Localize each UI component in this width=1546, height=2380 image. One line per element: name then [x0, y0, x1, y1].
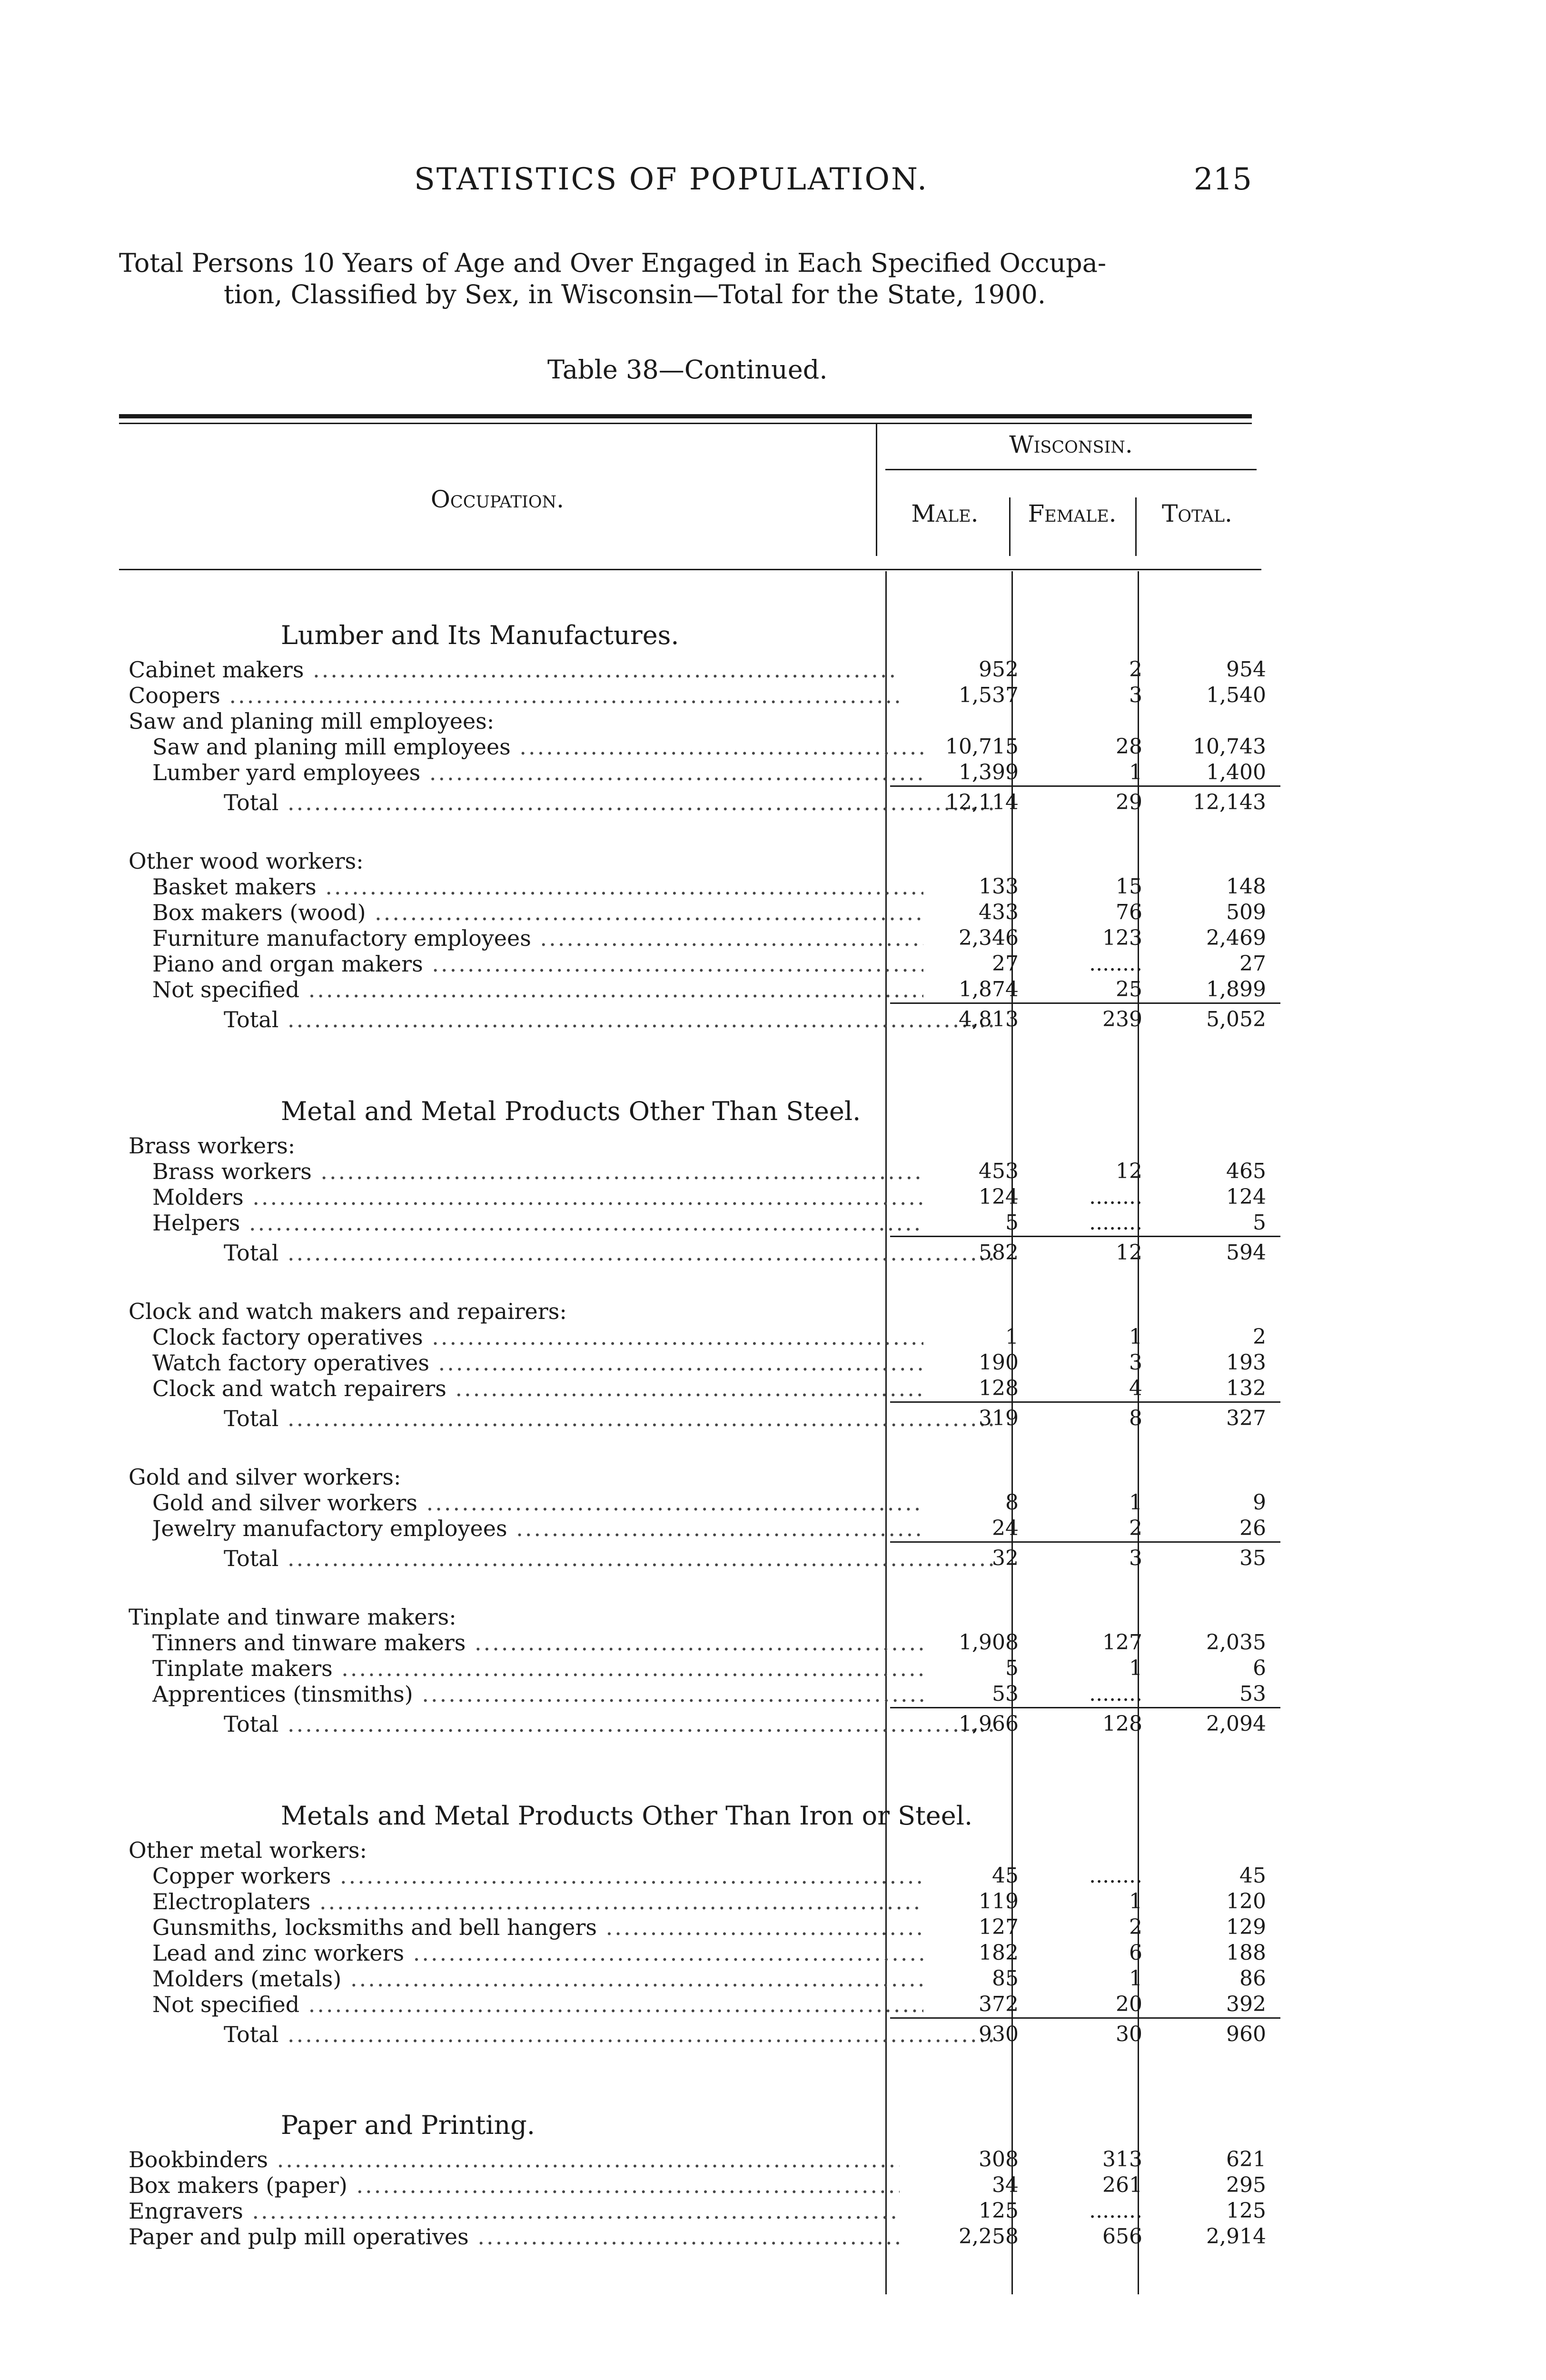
- cell-male: 182: [979, 1941, 1019, 1965]
- table-row: [119, 1350, 1271, 1376]
- column-header-female: Female.: [1028, 500, 1117, 527]
- cell-male: 4,813: [959, 1007, 1019, 1031]
- table-row: [119, 683, 1271, 708]
- row-label: Apprentices (tinsmiths) .....: [152, 1681, 923, 1707]
- cell-total: 960: [1226, 2022, 1266, 2046]
- section-title: Lumber and Its Manufactures.: [281, 620, 679, 650]
- cell-male: 128: [979, 1376, 1019, 1400]
- cell-female: 123: [1102, 926, 1142, 950]
- cell-male: 453: [979, 1159, 1019, 1183]
- cell-total: 594: [1226, 1240, 1266, 1265]
- row-label: Basket makers .....: [152, 874, 923, 900]
- section-lumber: [119, 614, 1271, 1037]
- cell-male: 2,258: [959, 2224, 1019, 2249]
- cell-male: 433: [979, 900, 1019, 924]
- table-row: [119, 2172, 1271, 2198]
- cell-total: 2,469: [1206, 926, 1266, 950]
- row-label: Box makers (paper) .....: [129, 2172, 900, 2198]
- cell-female: ........: [1089, 1682, 1142, 1706]
- table-row: [119, 1681, 1271, 1707]
- table-row: [119, 1889, 1271, 1914]
- cell-total: 465: [1226, 1159, 1266, 1183]
- cell-female: 656: [1102, 2224, 1142, 2249]
- page-number: 215: [1193, 162, 1252, 197]
- table-row: [119, 1966, 1271, 1992]
- row-label: Lumber yard employees .....: [152, 760, 923, 785]
- column-header-male: Male.: [911, 500, 979, 527]
- row-label: Helpers .....: [152, 1210, 923, 1236]
- cell-male: 125: [979, 2199, 1019, 2223]
- cell-female: 1: [1129, 1656, 1142, 1680]
- row-group-label: Other wood workers:: [129, 848, 364, 874]
- cell-total: 2,035: [1206, 1630, 1266, 1655]
- column-header-occupation: Occupation.: [430, 486, 565, 513]
- cell-total: 129: [1226, 1915, 1266, 1939]
- cell-total: 86: [1239, 1966, 1266, 1991]
- cell-total: 53: [1239, 1682, 1266, 1706]
- cell-total: 954: [1226, 657, 1266, 682]
- row-label: Not specified .....: [152, 977, 923, 1002]
- cell-female: 127: [1102, 1630, 1142, 1655]
- cell-total: 2,094: [1206, 1712, 1266, 1736]
- cell-male: 127: [979, 1915, 1019, 1939]
- cell-female: 128: [1102, 1712, 1142, 1736]
- section-metal-other-than-steel: [119, 1090, 1271, 1741]
- cell-female: 20: [1116, 1992, 1142, 2016]
- row-label: Coopers .....: [129, 683, 900, 708]
- cell-total: 132: [1226, 1376, 1266, 1400]
- cell-total: 1,540: [1206, 683, 1266, 707]
- row-label: Tinners and tinware makers .....: [152, 1630, 923, 1656]
- cell-total: 295: [1226, 2173, 1266, 2197]
- row-label: Molders (metals) .....: [152, 1966, 923, 1992]
- cell-total: 124: [1226, 1185, 1266, 1209]
- cell-male: 32: [992, 1546, 1019, 1570]
- cell-female: ........: [1089, 1210, 1142, 1235]
- cell-total: 392: [1226, 1992, 1266, 2016]
- row-label: Jewelry manufactory employees .....: [152, 1516, 923, 1541]
- table-row: [119, 1133, 1271, 1159]
- cell-male: 930: [979, 2022, 1019, 2046]
- row-label: Piano and organ makers .....: [152, 951, 923, 977]
- row-group-label: Gold and silver workers:: [129, 1464, 401, 1490]
- cell-male: 372: [979, 1992, 1019, 2016]
- cell-female: 261: [1102, 2173, 1142, 2197]
- table-row: [119, 657, 1271, 683]
- cell-total: 1,400: [1206, 760, 1266, 784]
- cell-male: 190: [979, 1350, 1019, 1375]
- cell-total: 509: [1226, 900, 1266, 924]
- cell-female: ........: [1089, 2199, 1142, 2223]
- table-row: [119, 1184, 1271, 1210]
- row-label: Clock and watch repairers .....: [152, 1376, 923, 1401]
- cell-total: 5: [1253, 1210, 1266, 1235]
- cell-male: 24: [992, 1516, 1019, 1540]
- row-label: Watch factory operatives .....: [152, 1350, 923, 1376]
- cell-total: 12,143: [1193, 790, 1266, 814]
- cell-male: 119: [979, 1889, 1019, 1914]
- cell-female: 76: [1116, 900, 1142, 924]
- cell-total: 148: [1226, 874, 1266, 899]
- table-row: [119, 1210, 1271, 1236]
- table-row: [119, 1516, 1271, 1541]
- cell-male: 1: [1005, 1325, 1019, 1349]
- cell-total: 10,743: [1193, 734, 1266, 759]
- table-row: [119, 951, 1271, 977]
- cell-total: 26: [1239, 1516, 1266, 1540]
- table-top-rule-thin: [119, 423, 1252, 424]
- cell-female: 12: [1116, 1240, 1142, 1265]
- caption-line-1: Total Persons 10 Years of Age and Over Engaged in Each Specified Occupa-: [119, 248, 1107, 278]
- row-label: Box makers (wood) .....: [152, 900, 923, 925]
- cell-total: 35: [1239, 1546, 1266, 1570]
- row-label: Total .....: [224, 1007, 995, 1032]
- cell-female: 6: [1129, 1941, 1142, 1965]
- cell-male: 85: [992, 1966, 1019, 1991]
- table-row: [119, 1630, 1271, 1656]
- cell-male: 124: [979, 1185, 1019, 1209]
- table-row: [119, 1376, 1271, 1401]
- cell-male: 308: [979, 2147, 1019, 2172]
- table-row: [119, 1604, 1271, 1630]
- cell-male: 1,874: [959, 977, 1019, 1002]
- table-row: [119, 2147, 1271, 2172]
- row-label: Total .....: [224, 1240, 995, 1266]
- table-row: [119, 708, 1271, 734]
- row-label: Total .....: [224, 790, 995, 815]
- total-row: [119, 785, 1271, 820]
- row-label: Total .....: [224, 2022, 995, 2047]
- running-title: STATISTICS OF POPULATION.: [414, 162, 929, 197]
- row-label: Molders .....: [152, 1184, 923, 1210]
- cell-female: 2: [1129, 1516, 1142, 1540]
- column-header-wisconsin: Wisconsin.: [1009, 431, 1133, 458]
- cell-male: 1,908: [959, 1630, 1019, 1655]
- column-header-total: Total.: [1162, 500, 1232, 527]
- table-row: [119, 734, 1271, 760]
- table-top-rule: [119, 414, 1252, 418]
- table-row: [119, 2224, 1271, 2250]
- cell-female: ........: [1089, 1185, 1142, 1209]
- row-group-label: Other metal workers:: [129, 1837, 367, 1863]
- row-label: Copper workers .....: [152, 1863, 923, 1889]
- cell-female: 313: [1102, 2147, 1142, 2172]
- table-row: [119, 900, 1271, 925]
- cell-female: 29: [1116, 790, 1142, 814]
- cell-total: 6: [1253, 1656, 1266, 1680]
- table-row: [119, 977, 1271, 1002]
- row-label: Furniture manufactory employees .....: [152, 925, 923, 951]
- cell-male: 53: [992, 1682, 1019, 1706]
- cell-female: 1: [1129, 1966, 1142, 1991]
- row-label: Tinplate makers .....: [152, 1656, 923, 1681]
- cell-male: 5: [1005, 1210, 1019, 1235]
- cell-female: 4: [1129, 1376, 1142, 1400]
- row-label: Not specified .....: [152, 1992, 923, 2017]
- row-label: Brass workers .....: [152, 1159, 923, 1184]
- header-group-rule: [885, 469, 1257, 470]
- row-label: Saw and planing mill employees .....: [152, 734, 923, 760]
- row-group-label: Clock and watch makers and repairers:: [129, 1299, 567, 1324]
- section-metal-other-than-iron-or-steel: [119, 1795, 1271, 2052]
- cell-female: 2: [1129, 1915, 1142, 1939]
- cell-female: 3: [1129, 683, 1142, 707]
- table-row: [119, 1656, 1271, 1681]
- row-label: Total .....: [224, 1406, 995, 1431]
- total-row: [119, 2017, 1271, 2052]
- row-label: Total .....: [224, 1711, 995, 1737]
- cell-male: 8: [1005, 1490, 1019, 1515]
- cell-male: 952: [979, 657, 1019, 682]
- cell-female: 30: [1116, 2022, 1142, 2046]
- row-label: Total .....: [224, 1546, 995, 1571]
- cell-female: 1: [1129, 760, 1142, 784]
- table-caption: [119, 248, 1261, 310]
- cell-female: 8: [1129, 1406, 1142, 1430]
- cell-male: 133: [979, 874, 1019, 899]
- cell-female: 15: [1116, 874, 1142, 899]
- row-group-label: Brass workers:: [129, 1133, 296, 1159]
- cell-total: 120: [1226, 1889, 1266, 1914]
- total-row: [119, 1401, 1271, 1436]
- table-row: [119, 1159, 1271, 1184]
- cell-male: 1,966: [959, 1712, 1019, 1736]
- section-title: Paper and Printing.: [281, 2110, 535, 2140]
- total-row: [119, 1541, 1271, 1576]
- cell-male: 34: [992, 2173, 1019, 2197]
- table-row: [119, 1863, 1271, 1889]
- row-label: Cabinet makers .....: [129, 657, 900, 683]
- row-label: Gunsmiths, locksmiths and bell hangers .....: [152, 1914, 923, 1940]
- cell-total: 45: [1239, 1864, 1266, 1888]
- table-row: [119, 1464, 1271, 1490]
- cell-total: 193: [1226, 1350, 1266, 1375]
- cell-female: 3: [1129, 1350, 1142, 1375]
- cell-total: 327: [1226, 1406, 1266, 1430]
- table-row: [119, 1837, 1271, 1863]
- row-group-label: Tinplate and tinware makers:: [129, 1604, 456, 1630]
- cell-female: 1: [1129, 1490, 1142, 1515]
- cell-male: 5: [1005, 1656, 1019, 1680]
- cell-total: 5,052: [1206, 1007, 1266, 1031]
- cell-female: 1: [1129, 1889, 1142, 1914]
- cell-female: ........: [1089, 952, 1142, 976]
- cell-total: 9: [1253, 1490, 1266, 1515]
- section-title: Metals and Metal Products Other Than Iron or Steel.: [281, 1801, 973, 1831]
- table-row: [119, 1940, 1271, 1966]
- row-label: Engravers .....: [129, 2198, 900, 2224]
- row-group-label: Saw and planing mill employees:: [129, 708, 495, 734]
- cell-male: 582: [979, 1240, 1019, 1265]
- cell-female: 1: [1129, 1325, 1142, 1349]
- cell-male: 2,346: [959, 926, 1019, 950]
- total-row: [119, 1236, 1271, 1270]
- total-row: [119, 1002, 1271, 1037]
- table-row: [119, 1299, 1271, 1324]
- row-label: Lead and zinc workers .....: [152, 1940, 923, 1966]
- table-row: [119, 760, 1271, 785]
- cell-total: 621: [1226, 2147, 1266, 2172]
- cell-male: 45: [992, 1864, 1019, 1888]
- row-label: Electroplaters .....: [152, 1889, 923, 1914]
- table-row: [119, 2198, 1271, 2224]
- cell-male: 12,114: [945, 790, 1019, 814]
- row-label: Clock factory operatives .....: [152, 1324, 923, 1350]
- table-row: [119, 1914, 1271, 1940]
- cell-male: 319: [979, 1406, 1019, 1430]
- row-label: Bookbinders .....: [129, 2147, 900, 2172]
- cell-total: 2: [1253, 1325, 1266, 1349]
- cell-female: 239: [1102, 1007, 1142, 1031]
- cell-female: 3: [1129, 1546, 1142, 1570]
- cell-male: 1,399: [959, 760, 1019, 784]
- section-paper-and-printing: [119, 2104, 1271, 2250]
- cell-total: 2,914: [1206, 2224, 1266, 2249]
- cell-female: 28: [1116, 734, 1142, 759]
- cell-female: ........: [1089, 1864, 1142, 1888]
- cell-total: 188: [1226, 1941, 1266, 1965]
- cell-male: 1,537: [959, 683, 1019, 707]
- cell-total: 27: [1239, 952, 1266, 976]
- row-label: Paper and pulp mill operatives .....: [129, 2224, 900, 2250]
- total-row: [119, 1707, 1271, 1741]
- caption-line-2: tion, Classified by Sex, in Wisconsin—Total for the State, 1900.: [224, 279, 1046, 309]
- table-row: [119, 1992, 1271, 2017]
- table-row: [119, 848, 1271, 874]
- cell-total: 125: [1226, 2199, 1266, 2223]
- header-bottom-rule: [119, 569, 1261, 570]
- section-title: Metal and Metal Products Other Than Steel.: [281, 1096, 861, 1126]
- cell-male: 27: [992, 952, 1019, 976]
- cell-total: 1,899: [1206, 977, 1266, 1002]
- cell-female: 12: [1116, 1159, 1142, 1183]
- table-row: [119, 874, 1271, 900]
- cell-male: 10,715: [945, 734, 1019, 759]
- cell-female: 2: [1129, 657, 1142, 682]
- row-label: Gold and silver workers .....: [152, 1490, 923, 1516]
- running-head: [119, 162, 1252, 209]
- table-label: Table 38—Continued.: [547, 355, 828, 385]
- table-row: [119, 925, 1271, 951]
- header-divider: [876, 423, 877, 556]
- table-row: [119, 1490, 1271, 1516]
- table-row: [119, 1324, 1271, 1350]
- cell-female: 25: [1116, 977, 1142, 1002]
